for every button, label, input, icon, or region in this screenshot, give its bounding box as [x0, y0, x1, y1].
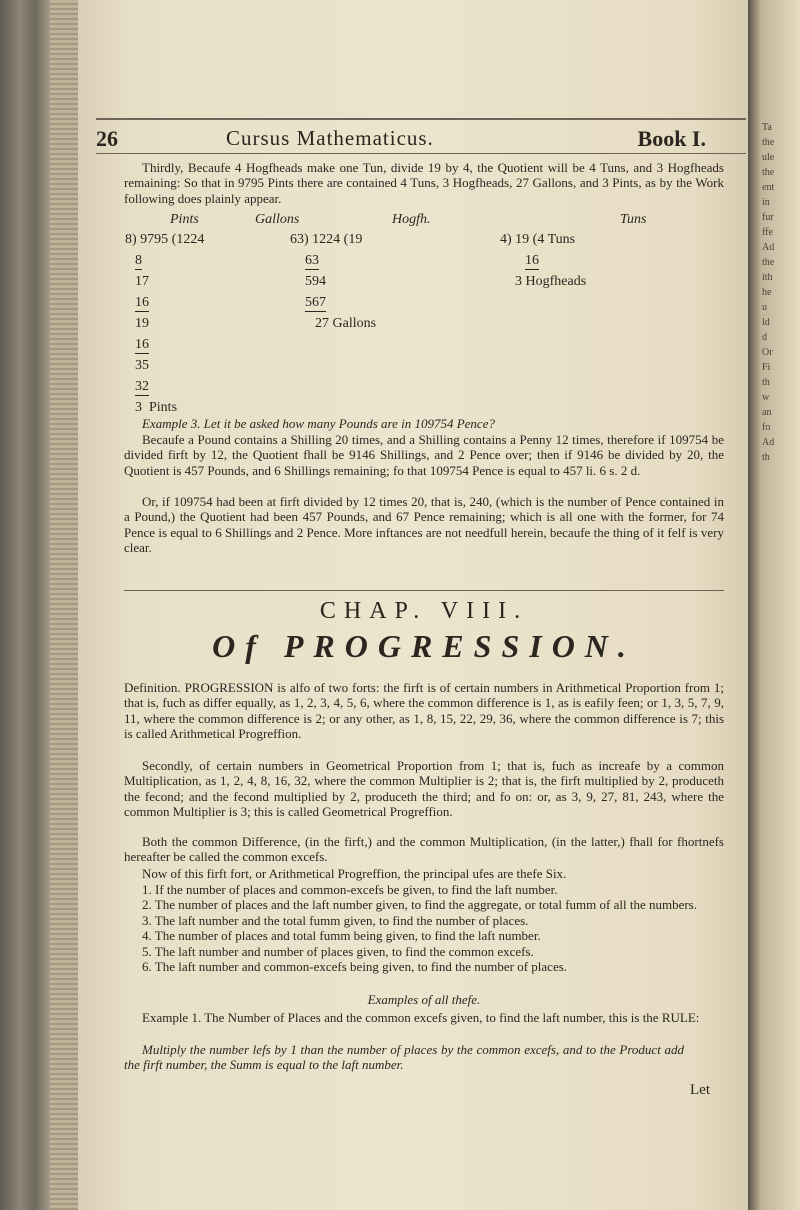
- paragraph-geometrical: Secondly, of certain numbers in Geometrical Proportion from 1; that is, fuch as increafe by a common Multiplication, as 1, 2, 4, 8, 16, 32, where the common Multiplier is 2; that is, the firft multiplied by 2, produceth the fecond; and the fecond multiplied by 2, produceth the third; and fo on: or, as 3, 9, 27, 81, 243, where the common Multiplier is 3; this is called Geometrical Progreffion.: [124, 758, 724, 820]
- use-item: 3. The laft number and the total fumm given, to find the number of places.: [142, 912, 529, 928]
- adjacent-fragment: he: [762, 287, 772, 298]
- adjacent-fragment: Ta: [762, 122, 772, 133]
- adjacent-fragment: Or: [762, 347, 773, 358]
- example-1-paragraph: Example 1. The Number of Places and the common excefs given, to find the laft number, this is the RULE:: [142, 1010, 700, 1025]
- work-line: 16: [525, 253, 539, 268]
- book-gutter: [0, 0, 50, 1210]
- work-label-pints: Pints: [170, 212, 199, 227]
- adjacent-fragment: fo: [762, 422, 771, 433]
- adjacent-fragment: the: [762, 137, 775, 148]
- work-line: 35: [135, 358, 149, 373]
- adjacent-fragment: in: [762, 197, 770, 208]
- adjacent-fragment: fur: [762, 212, 774, 223]
- work-label-hogsheads: Hogfh.: [392, 212, 431, 227]
- chapter-title: Of PROGRESSION.: [212, 628, 636, 664]
- paragraph-pounds: Becaufe a Pound contains a Shilling 20 times, and a Shilling contains a Penny 12 times, therefore if 109754 be divided firft by 12, the Quotient fhall be 9146 Shillings, and 2 Pence over; then if 9146 be divided by 20, the Quotient is 457 Pounds, and 6 Shillings remaining; fo that 109754 Pence is equal to 457 li. 6 s. 2 d.: [124, 432, 724, 478]
- adjacent-fragment: ule: [762, 152, 775, 163]
- work-line: 3 Pints: [135, 400, 178, 415]
- adjacent-fragment: th: [762, 452, 770, 463]
- chapter-number: CHAP. VIII.: [319, 598, 529, 624]
- work-line: 16: [135, 295, 149, 310]
- paragraph-common-excess: Both the common Difference, (in the firft,) and the common Multiplication, (in the latter,) fhall for fhortnefs hereafter be called the common excefs.: [124, 834, 724, 865]
- adjacent-fragment: u: [762, 302, 767, 313]
- rule-paragraph: Multiply the number lefs by 1 than the number of places by the common excefs, and to the Product add the firft number, the Summ is equal to the laft number.: [124, 1042, 684, 1073]
- adjacent-fragment: ffe: [762, 227, 773, 238]
- adjacent-fragment: Ad: [762, 242, 775, 253]
- work-line: 3 Hogfheads: [515, 274, 587, 289]
- use-item: 2. The number of places and the laft number given, to find the aggregate, or total fumm of all the numbers.: [142, 897, 697, 913]
- example-3-heading: Example 3. Let it be asked how many Pounds are in 109754 Pence?: [142, 416, 495, 431]
- adjacent-fragment: Fi: [762, 362, 771, 373]
- top-rule: [96, 118, 746, 120]
- use-item: 1. If the number of places and common-excefs be given, to find the laft number.: [142, 882, 558, 897]
- adjacent-fragment: Ad: [762, 437, 775, 448]
- work-line: 19: [135, 316, 149, 331]
- work-line: 63) 1224 (19: [290, 232, 363, 247]
- binding-edge: [50, 0, 78, 1210]
- work-line: 8) 9795 (1224: [125, 232, 205, 247]
- adjacent-fragment: w: [762, 392, 770, 403]
- work-line: 8: [135, 253, 142, 268]
- examples-heading: Examples of all thefe.: [367, 992, 481, 1007]
- adjacent-fragment: th: [762, 377, 770, 388]
- work-line: 32: [135, 379, 149, 394]
- adjacent-fragment: ld: [762, 317, 770, 328]
- header-rule: [96, 153, 746, 154]
- work-label-tuns: Tuns: [620, 212, 647, 227]
- adjacent-page-edge: [748, 0, 800, 1210]
- adjacent-fragment: the: [762, 257, 775, 268]
- adjacent-fragment: ith: [762, 272, 773, 283]
- use-item: 6. The laft number and common-excefs being given, to find the number of places.: [142, 959, 568, 975]
- page-number: 26: [96, 126, 118, 151]
- paragraph-thirdly: Thirdly, Becaufe 4 Hogfheads make one Tun, divide 19 by 4, the Quotient will be 4 Tuns, and 3 Hogfheads remaining: So that in 9795 Pints there are contained 4 Tuns, 3 Hogfheads, 27 Gallons, and 3 Pints, as by the Work following does plainly appear.: [124, 160, 724, 206]
- definition-paragraph: Definition. PROGRESSION is alfo of two forts: the firft is of certain numbers in Arithmetical Proportion from 1; that is, fuch as differ equally, as 1, 2, 3, 4, 5, 6, where the common difference is 1, as is eafily feen; or 1, 3, 5, 7, 9, 11, where the common difference is 2; or any other, as 1, 8, 15, 22, 29, 36, where the common difference is 7; this is called Arithmetical Progreffion.: [124, 680, 724, 742]
- running-title: Cursus Mathematicus.: [226, 126, 434, 150]
- work-line: 594: [305, 274, 326, 289]
- book-label: Book I.: [637, 126, 706, 151]
- page-header: [96, 126, 746, 152]
- division-gallons: [290, 232, 376, 337]
- adjacent-fragment: the: [762, 167, 775, 178]
- paragraph-alternative: Or, if 109754 had been at firft divided by 12 times 20, that is, 240, (which is the number of Pence contained in a Pound,) the Quotient had been 457 Pounds, and 67 Pence remaining; which is all one with the former, for 74 Pence is equal to 6 Shillings and 2 Pence. More inftances are not needfull herein, becaufe the thing of it felf is very clear.: [124, 494, 724, 556]
- work-line: 17: [135, 274, 149, 289]
- section-rule: [124, 590, 724, 591]
- work-line: 27 Gallons: [315, 316, 377, 331]
- work-line: 4) 19 (4 Tuns: [500, 232, 576, 247]
- work-line: 63: [305, 253, 319, 268]
- adjacent-page-fragments: [748, 0, 800, 465]
- work-label-gallons: Gallons: [255, 212, 300, 227]
- division-pints: [125, 232, 204, 421]
- adjacent-fragment: d: [762, 332, 767, 343]
- paragraph-six-uses: Now of this firft fort, or Arithmetical Progreffion, the principal ufes are thefe Six.: [142, 866, 567, 881]
- catchword: Let: [690, 1082, 710, 1098]
- use-item: 4. The number of places and total fumm being given, to find the laft number.: [142, 928, 541, 944]
- use-item: 5. The laft number and number of places given, to find the common excefs.: [142, 943, 534, 959]
- adjacent-fragment: an: [762, 407, 772, 418]
- division-tuns: [500, 232, 586, 295]
- work-line: 567: [305, 295, 326, 310]
- uses-list: [124, 882, 724, 974]
- work-line: 16: [135, 337, 149, 352]
- adjacent-fragment: ent: [762, 182, 775, 193]
